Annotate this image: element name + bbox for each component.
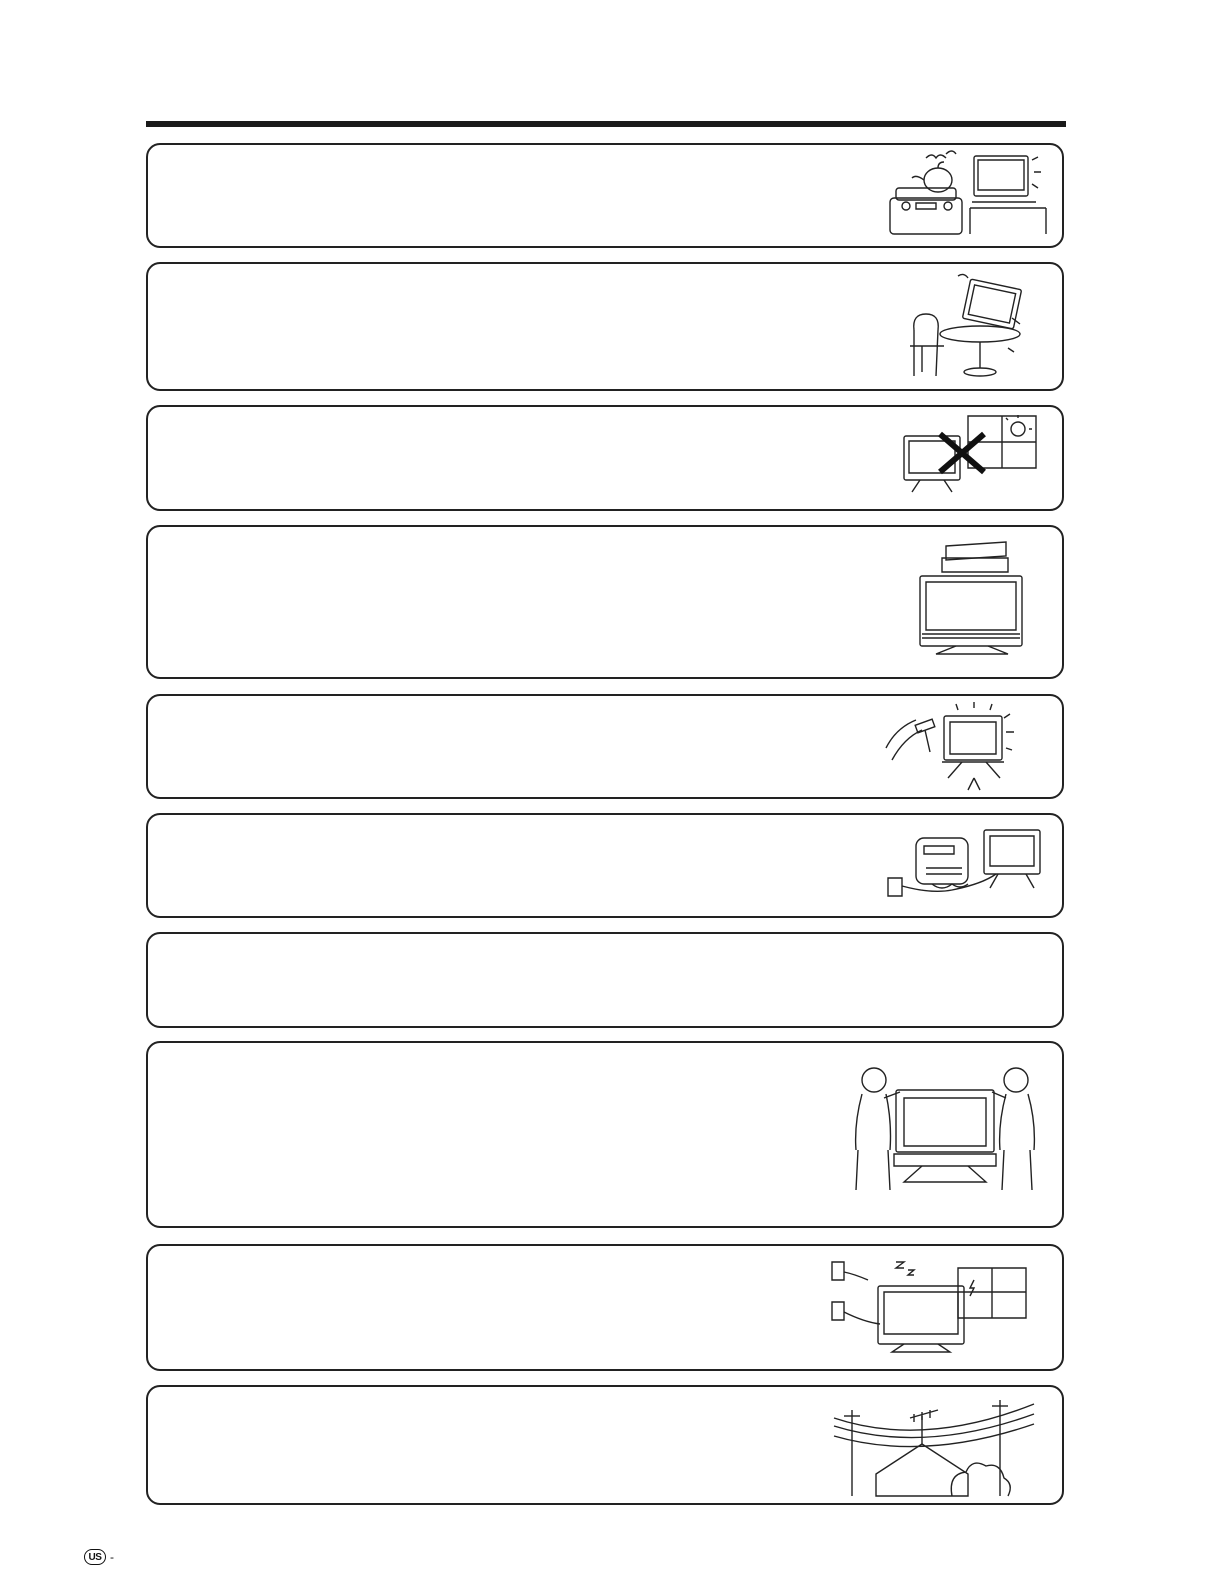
tv-in-direct-sunlight-prohibited-illustration [896, 412, 1041, 500]
tv-on-unstable-table-illustration [900, 268, 1030, 380]
header-rule [146, 121, 1066, 127]
region-badge: US [84, 1549, 106, 1565]
page-footer [84, 1549, 114, 1565]
hammer-striking-tv-illustration [878, 700, 1028, 792]
outdoor-antenna-power-lines-illustration [832, 1396, 1038, 1498]
heater-near-tv-cord-illustration [884, 824, 1046, 906]
objects-stacked-on-tv-illustration [916, 534, 1026, 659]
page-number-separator: - [110, 1550, 114, 1564]
caution-panel-7 [146, 932, 1064, 1028]
tv-near-steaming-kettle-illustration [886, 150, 1056, 235]
tv-unplugged-during-storm-illustration [828, 1256, 1030, 1360]
two-people-carrying-tv-illustration [848, 1062, 1044, 1192]
